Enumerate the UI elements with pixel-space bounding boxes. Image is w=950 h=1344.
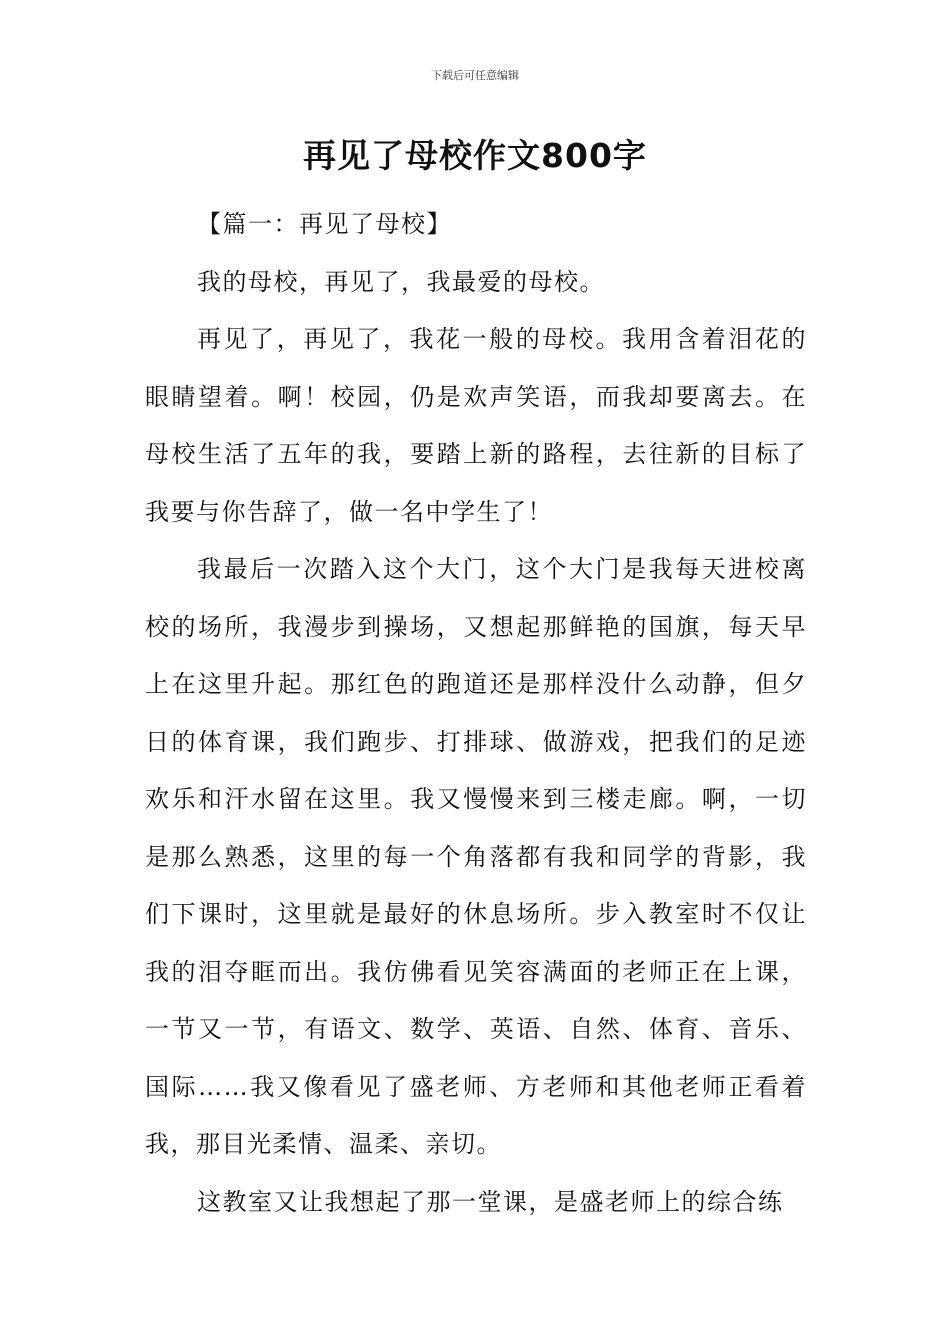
paragraph: 再见了，再见了，我花一般的母校。我用含着泪花的眼睛望着。啊！校园，仍是欢声笑语，而我却要离去。在母校生活了五年的我，要踏上新的路程，去往新的目标了我要与你告辞了，做一名中学生了！ (145, 325, 807, 526)
paragraph: 这教室又让我想起了那一堂课，是盛老师上的综合练 (197, 1187, 784, 1216)
document-body (145, 196, 807, 1231)
document-title: 再见了母校作文800字 (303, 136, 647, 175)
header-note: 下载后可任意编辑 (431, 69, 519, 82)
section-heading: 【篇一：再见了母校】 (197, 210, 452, 238)
paragraph: 我的母校，再见了，我最爱的母校。 (197, 267, 605, 296)
paragraph: 我最后一次踏入这个大门，这个大门是我每天进校离校的场所，我漫步到操场，又想起那鲜艳的国旗，每天早上在这里升起。那红色的跑道还是那样没什么动静，但夕日的体育课，我们跑步、打排球、做游戏，把我们的足迹欢乐和汗水留在这里。我又慢慢来到三楼走廊。啊，一切是那么熟悉，这里的每一个角落都有我和同学的背影，我们下课时，这里就是最好的休息场所。步入教室时不仅让我的泪夺眶而出。我仿佛看见笑容满面的老师正在上课，一节又一节，有语文、数学、英语、自然、体育、音乐、国际……我又像看见了盛老师、方老师和其他老师正看着我，那目光柔情、温柔、亲切。 (145, 555, 807, 1158)
